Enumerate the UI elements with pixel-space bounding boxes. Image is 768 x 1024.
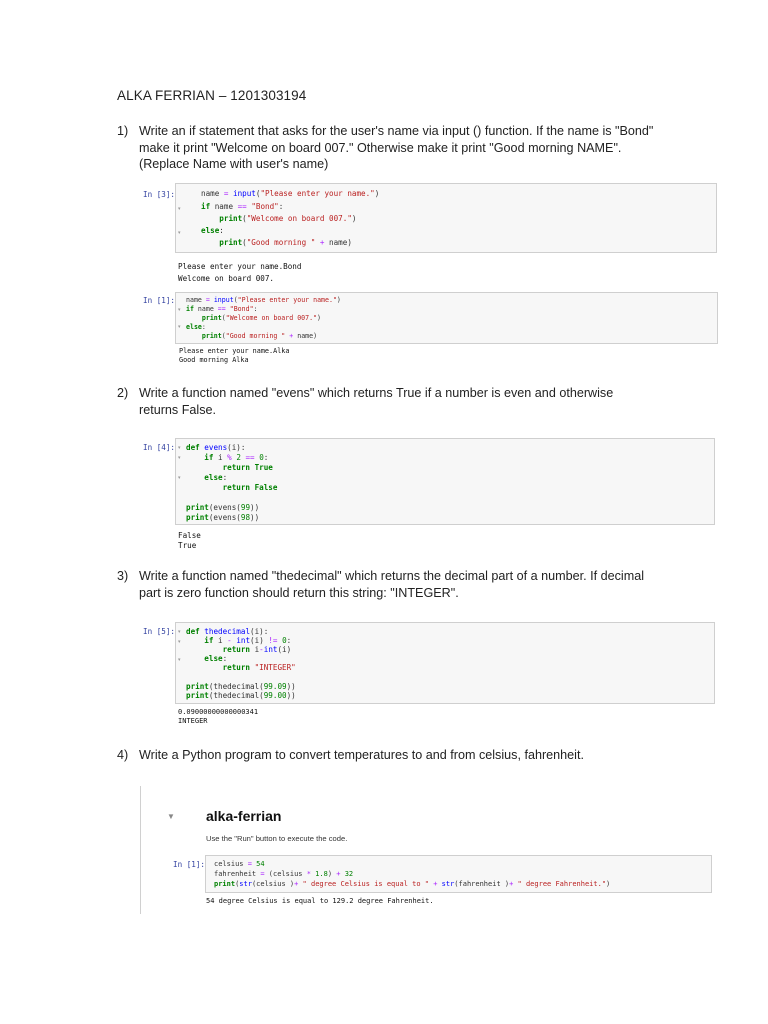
code-line: return "INTEGER" <box>222 663 296 672</box>
code-line: def thedecimal(i): <box>186 627 269 636</box>
cell-output: True <box>178 541 197 550</box>
code-line: print("Welcome on board 007.") <box>219 214 357 223</box>
code-cell[interactable] <box>175 438 715 525</box>
question-text: Write a function named "thedecimal" which returns the decimal part of a number. If decimal part is zero function should return this string: "INTEGER". <box>139 569 645 600</box>
code-line: print(thedecimal(99.00)) <box>186 691 296 700</box>
question-number: 3) <box>117 569 129 583</box>
fold-icon: ▾ <box>178 455 181 461</box>
question-text: Write a Python program to convert temperatures to and from celsius, fahrenheit. <box>139 748 584 762</box>
cell-output: Welcome on board 007. <box>178 274 275 283</box>
code-line: else: <box>204 654 228 663</box>
fold-icon: ▾ <box>178 629 181 635</box>
cell-prompt: In [3]: <box>143 190 176 199</box>
code-line: print(str(celsius )+ " degree Celsius is equal to " + str(fahrenheit )+ " degree Fahrenheit.") <box>214 880 611 888</box>
code-cell[interactable] <box>205 855 712 893</box>
cell-output: INTEGER <box>178 717 208 725</box>
code-line: print("Welcome on board 007.") <box>201 314 322 322</box>
code-line: print("Good morning " + name) <box>219 238 352 247</box>
code-cell[interactable] <box>175 183 717 253</box>
code-line: if name == "Bond": <box>201 202 284 211</box>
code-line: return False <box>222 483 278 492</box>
code-cell[interactable] <box>175 292 718 344</box>
cell-output: False <box>178 531 201 540</box>
cell-output: Please enter your name.Alka <box>179 347 290 355</box>
code-line: if i % 2 == 0: <box>204 453 269 462</box>
code-line: print("Good morning " + name) <box>201 332 318 340</box>
code-line: print(thedecimal(99.09)) <box>186 682 296 691</box>
code-line: name = input("Please enter your name.") <box>186 296 341 304</box>
cell-prompt: In [4]: <box>143 443 176 452</box>
code-line: def evens(i): <box>186 443 246 452</box>
code-line: celsius = 54 <box>214 860 265 868</box>
question-number: 2) <box>117 386 129 400</box>
cell-prompt: In [5]: <box>143 627 176 636</box>
question-number: 4) <box>117 748 129 762</box>
code-line: if i - int(i) != 0: <box>204 636 292 645</box>
fold-icon: ▾ <box>178 206 181 212</box>
code-line: else: <box>186 323 206 331</box>
code-line: else: <box>204 473 228 482</box>
screenshot-frame-line <box>140 786 141 914</box>
code-line: fahrenheit = (celsius * 1.8) + 32 <box>214 870 354 878</box>
document-header: ALKA FERRIAN – 1201303194 <box>117 88 307 103</box>
collapse-arrow-icon[interactable]: ▼ <box>167 812 175 821</box>
code-line: print(evens(98)) <box>186 513 260 522</box>
fold-icon: ▾ <box>178 307 181 313</box>
cell-output: Good morning Alka <box>179 356 249 364</box>
code-line: print(evens(99)) <box>186 503 260 512</box>
fold-icon: ▾ <box>178 475 181 481</box>
fold-icon: ▾ <box>178 639 181 645</box>
cell-prompt: In [1]: <box>173 860 206 869</box>
cell-prompt: In [1]: <box>143 296 176 305</box>
fold-icon: ▾ <box>178 324 181 330</box>
cell-output: 0.09000000000000341 <box>178 708 259 716</box>
fold-icon: ▾ <box>178 445 181 451</box>
question-text: Write a function named "evens" which returns True if a number is even and otherwise returns False. <box>139 386 614 417</box>
cell-output: 54 degree Celsius is equal to 129.2 degree Fahrenheit. <box>206 897 434 905</box>
code-cell[interactable] <box>175 622 715 704</box>
code-line: return True <box>222 463 273 472</box>
cell-output: Please enter your name.Bond <box>178 262 302 271</box>
fold-icon: ▾ <box>178 657 181 663</box>
code-line: return i-int(i) <box>222 645 292 654</box>
question-text: Write an if statement that asks for the user's name via input () function. If the name is "Bond" make it print "Welcome on board 007." Otherwise make it print "Good morning NAME". (Replace Name with user's name) <box>139 124 654 171</box>
code-line: if name == "Bond": <box>186 305 258 313</box>
question-number: 1) <box>117 124 129 138</box>
notebook-title: alka-ferrian <box>206 808 282 824</box>
code-line: else: <box>201 226 224 235</box>
fold-icon: ▾ <box>178 230 181 236</box>
notebook-subtitle: Use the "Run" button to execute the code. <box>206 834 348 843</box>
code-line: name = input("Please enter your name.") <box>201 189 380 198</box>
